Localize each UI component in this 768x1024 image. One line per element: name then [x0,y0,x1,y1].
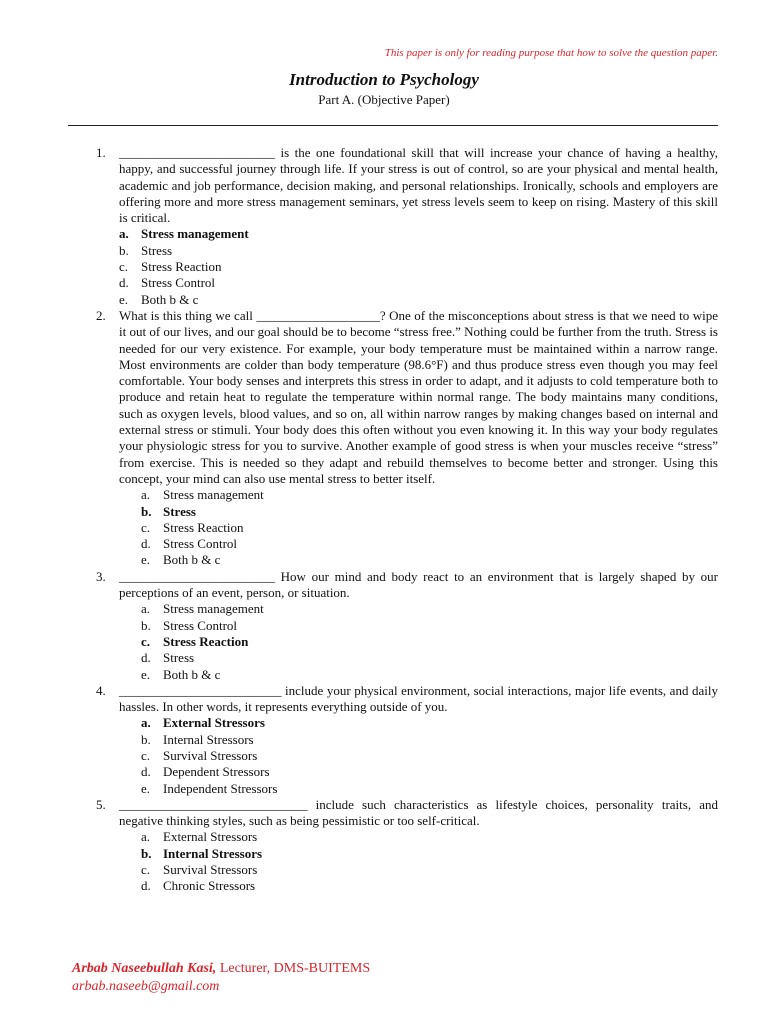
question-list [67,145,718,895]
option-list [119,715,718,796]
question-4 [67,683,718,797]
option-item: c. Stress Reaction [119,259,222,275]
option-item: d. Stress Control [141,536,238,552]
question-text: _____________________________ include such characteristics as lifestyle choices, personality traits, and negative thinking styles, such as being pessimistic or too self-critical. [119,796,718,829]
option-item: b. Stress [119,242,173,258]
reading-notice: This paper is only for reading purpose that how to solve the question paper. [384,47,718,59]
option-list [119,487,718,568]
option-list [119,226,718,307]
option-item: b. Internal Stressors [141,845,263,861]
author-name: Arbab Naseebullah Kasi, [72,961,217,976]
question-text: What is this thing we call ___________________? One of the misconceptions about stress is that we need to wipe it out of our lives, and our goal should be to become “stress free.” Nothing could be further from the truth. Stress is needed for our very existence. For example, your body temperature must be maintained within a narrow range. Most environments are colder than body temperature (98.6°F) and thus produce stress even though you may feel comfortable. Your body senses and interprets this stress in order to adapt, and it adjusts to cold temperature both to produce and retain heat to regulate the temperature within normal range. The body maintains many conditions, such as oxygen levels, blood values, and so on, all within narrow ranges by making changes based on internal and external stress or stimuli. Your body does this often without you even knowing it. In this way your body regulates your physiologic stress for you to survive. Another example of good stress is when your muscles receive “stress” from exercise. This is needed so they adapt and rebuild themselves to become better and stronger. Using this concept, your mind can also use mental stress to better itself. [119,307,718,486]
paper-title: Introduction to Psychology [289,70,479,89]
question-number: 1. [96,145,106,160]
option-item: a. External Stressors [141,715,265,731]
option-item: e. Both b & c [141,666,221,682]
option-list [119,829,718,894]
question-number: 5. [96,796,106,812]
option-item: b. Internal Stressors [141,731,254,747]
question-3 [67,569,718,683]
question-number: 2. [96,307,106,323]
page-footer [72,960,370,996]
option-item: c. Survival Stressors [141,747,258,763]
option-item: c. Stress Reaction [141,519,244,535]
option-item: a. External Stressors [141,829,258,845]
option-item: d. Chronic Stressors [141,878,256,894]
question-1 [67,145,718,308]
option-list [119,601,718,682]
option-item: d. Dependent Stressors [141,764,270,780]
option-item: c. Survival Stressors [141,862,258,878]
option-item: a. Stress management [141,487,264,503]
question-number: 4. [96,682,106,698]
option-item: b. Stress [141,503,196,519]
question-text: ________________________ is the one foundational skill that will increase your chance of having a healthy, happy, and successful journey through life. If your stress is out of control, so are your physical and mental health, academic and job performance, decision making, and personal relationships. Ironically, schools and employers are offering more and more stress management seminars, yet stress levels seem to keep on rising. Mastery of this skill is critical. [119,145,718,226]
option-item: a. Stress management [119,226,249,242]
option-item: a. Stress management [141,601,264,617]
option-item: b. Stress Control [141,617,238,633]
option-item: c. Stress Reaction [141,633,249,649]
header-divider [68,125,718,126]
question-text: ________________________ How our mind and body react to an environment that is largely shaped by our perceptions of an event, person, or situation. [119,568,718,601]
question-number: 3. [96,568,106,584]
question-5 [67,797,718,895]
question-2 [67,308,718,569]
option-item: e. Both b & c [119,291,199,307]
option-item: d. Stress Control [119,275,216,291]
question-text: _________________________ include your physical environment, social interactions, major life events, and daily hassles. In other words, it represents everything outside of you. [119,682,718,715]
option-item: e. Both b & c [141,552,221,568]
option-item: d. Stress [141,650,195,666]
author-email: arbab.naseeb@gmail.com [72,979,220,994]
author-role: Lecturer, DMS-BUITEMS [216,961,371,976]
paper-subtitle: Part A. (Objective Paper) [318,92,450,107]
option-item: e. Independent Stressors [141,780,278,796]
